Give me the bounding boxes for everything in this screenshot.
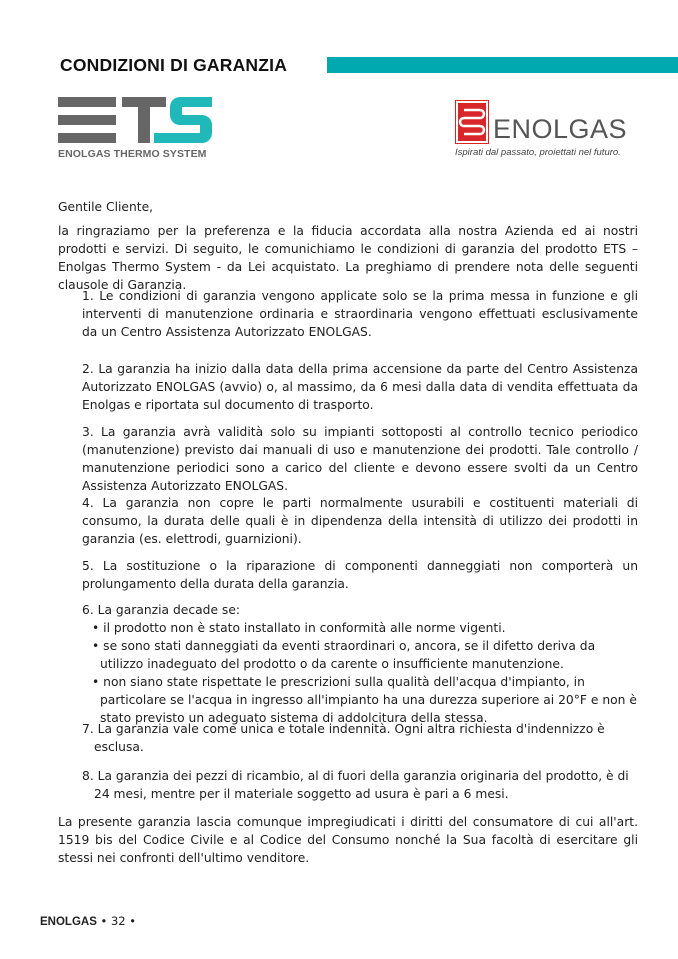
clause-6-bullet: • se sono stati danneggiati da eventi straordinari o, ancora, se il difetto deriva da utilizzo inadeguato del prodotto o da carente o insufficiente manutenzione. [92,639,596,671]
clause-3: 3. La garanzia avrà validità solo su impianti sottoposti al controllo tecnico periodico (manutenzione) previsto dai manuali di uso e manutenzione dei prodotti. Tale controllo / manutenzione periodici sono a carico del cliente e devono essere svolti da un Centro Assistenza Autorizzato ENOLGAS. [82,425,638,493]
page-number: • 32 • [100,914,137,928]
page-footer [40,914,136,928]
intro-paragraph: la ringraziamo per la preferenza e la fiducia accordata alla nostra Azienda ed ai nostri prodotti e servizi. Di seguito, le comunichiamo le condizioni di garanzia del prodotto ETS – Enolgas Thermo System - da Lei acquistato. La preghiamo di prendere nota delle seguenti clausole di Garanzia. [58,224,638,292]
title-accent-bar [327,57,678,73]
clause-6-heading: 6. La garanzia decade se: [82,603,241,617]
clause-8: 8. La garanzia dei pezzi di ricambio, al di fuori della garanzia originaria del prodotto, è di 24 mesi, mentre per il materiale soggetto ad usura è pari a 6 mesi. [82,769,629,801]
clause-6-bullet: • il prodotto non è stato installato in conformità alle norme vigenti. [92,621,506,635]
clause-4: 4. La garanzia non copre le parti normalmente usurabili e costituenti materiali di consumo, la durata delle quali è in dipendenza della intensità di utilizzo dei prodotti in garanzia (es. elettrodi, guarnizioni). [82,496,638,546]
footer-brand: ENOLGAS [40,916,97,928]
clause-6 [82,601,638,727]
enolgas-tagline: Ispirati dal passato, proiettati nel futuro. [455,147,621,158]
clause-5: 5. La sostituzione o la riparazione di componenti danneggiati non comporterà un prolungamento della durata della garanzia. [82,559,638,591]
ets-subtitle: ENOLGAS THERMO SYSTEM [58,148,207,160]
page-title: CONDIZIONI DI GARANZIA [60,55,288,75]
clause-2: 2. La garanzia ha inizio dalla data della prima accensione da parte del Centro Assistenza Autorizzato ENOLGAS (avvio) o, al massimo, da 6 mesi dalla data di vendita effettuata da Enolgas e riportata sul documento di trasporto. [82,362,638,412]
greeting: Gentile Cliente, [58,200,154,214]
clause-1: 1. Le condizioni di garanzia vengono applicate solo se la prima messa in funzione e gli interventi di manutenzione ordinaria e straordinaria vengono effettuati esclusivamente da un Centro Assistenza Autorizzato ENOLGAS. [82,289,638,339]
clause-7: 7. La garanzia vale come unica e totale indennità. Ogni altra richiesta d'indennizzo è esclusa. [82,722,605,754]
clause-6-bullet: • non siano state rispettate le prescrizioni sulla qualità dell'acqua d'impianto, in particolare se l'acqua in ingresso all'impianto ha una durezza superiore ai 20°F e non è stato previsto un adeguato sistema di addolcitura della stessa. [92,675,637,725]
closing-paragraph: La presente garanzia lascia comunque impregiudicati i diritti del consumatore di cui all'art. 1519 bis del Codice Civile e al Codice del Consumo nonché la Sua facoltà di esercitare gli stessi nei confronti dell'ultimo venditore. [58,815,638,865]
enolgas-logo-name: ENOLGAS [493,114,628,144]
enolgas-logo-mark [455,100,489,144]
